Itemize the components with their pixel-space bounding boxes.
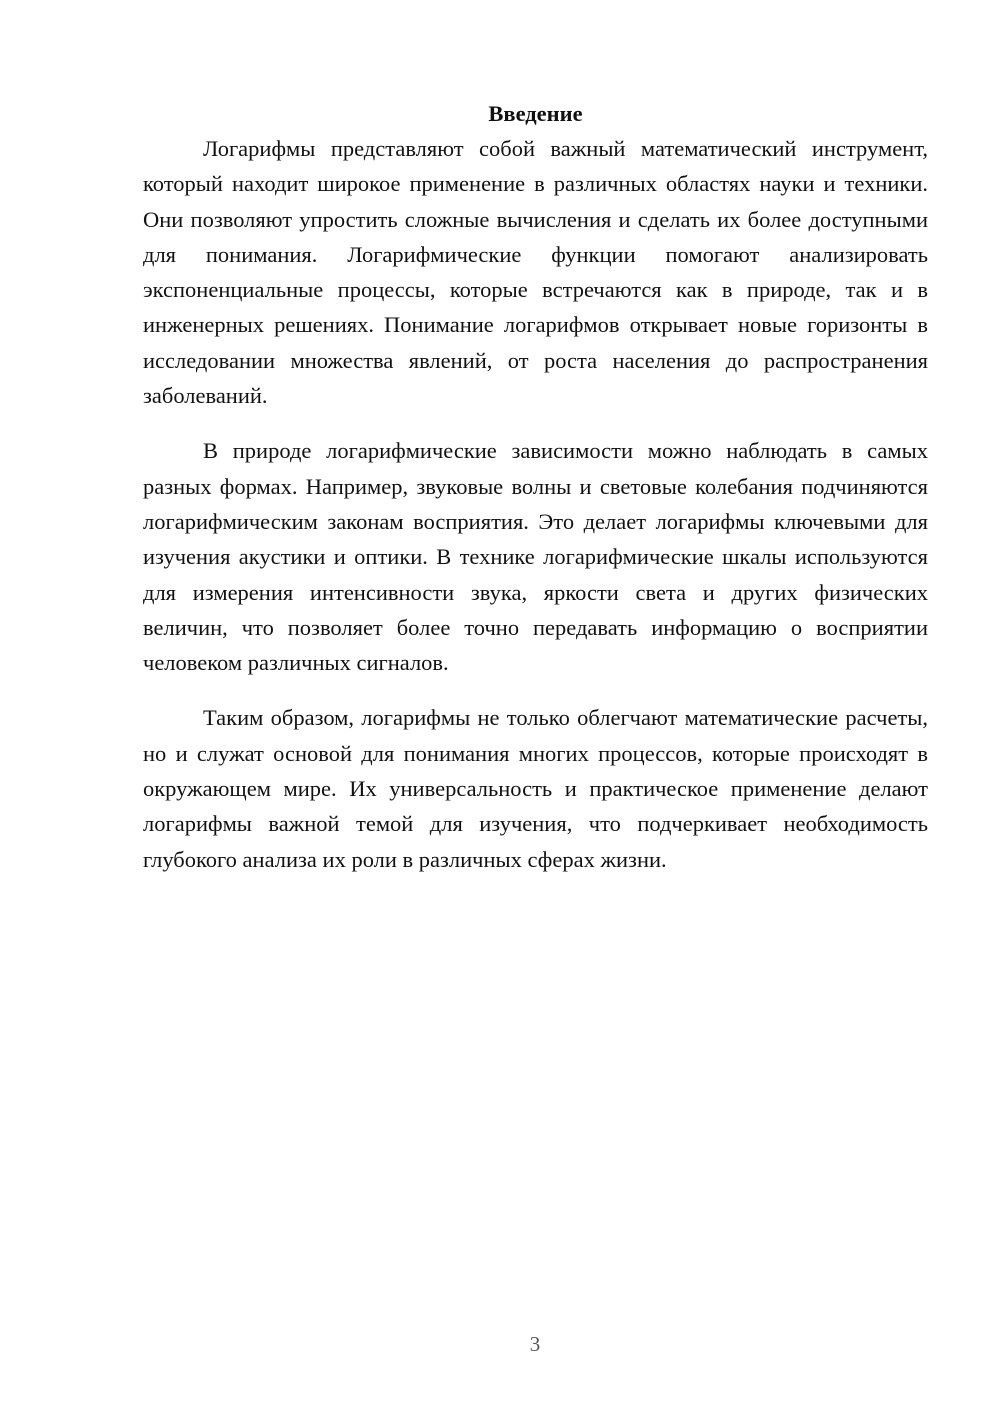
- section-heading: Введение: [488, 101, 583, 126]
- page-number: 3: [529, 1332, 541, 1356]
- paragraph-2: В природе логарифмические зависимости можно наблюдать в самых разных формах. Например, звуковые волны и световые колебания подчиняются логарифмическим законам восприятия. Это делает логарифмы ключевыми для изучения акустики и оптики. В технике логарифмические шкалы используются для измерения интенсивности звука, яркости света и других физических величин, что позволяет более точно передавать информацию о восприятии человеком различных сигналов.: [143, 438, 928, 676]
- page-content: [143, 96, 928, 877]
- paragraph-3: Таким образом, логарифмы не только облегчают математические расчеты, но и служат основой для понимания многих процессов, которые происходят в окружающем мире. Их универсальность и практическое применение делают логарифмы важной темой для изучения, что подчеркивает необходимость глубокого анализа их роли в различных сферах жизни.: [143, 705, 928, 872]
- paragraph-1: Логарифмы представляют собой важный математический инструмент, который находит широкое применение в различных областях науки и техники. Они позволяют упростить сложные вычисления и сделать их более доступными для понимания. Логарифмические функции помогают анализировать экспоненциальные процессы, которые встречаются как в природе, так и в инженерных решениях. Понимание логарифмов открывает новые горизонты в исследовании множества явлений, от роста населения до распространения заболеваний.: [143, 136, 928, 409]
